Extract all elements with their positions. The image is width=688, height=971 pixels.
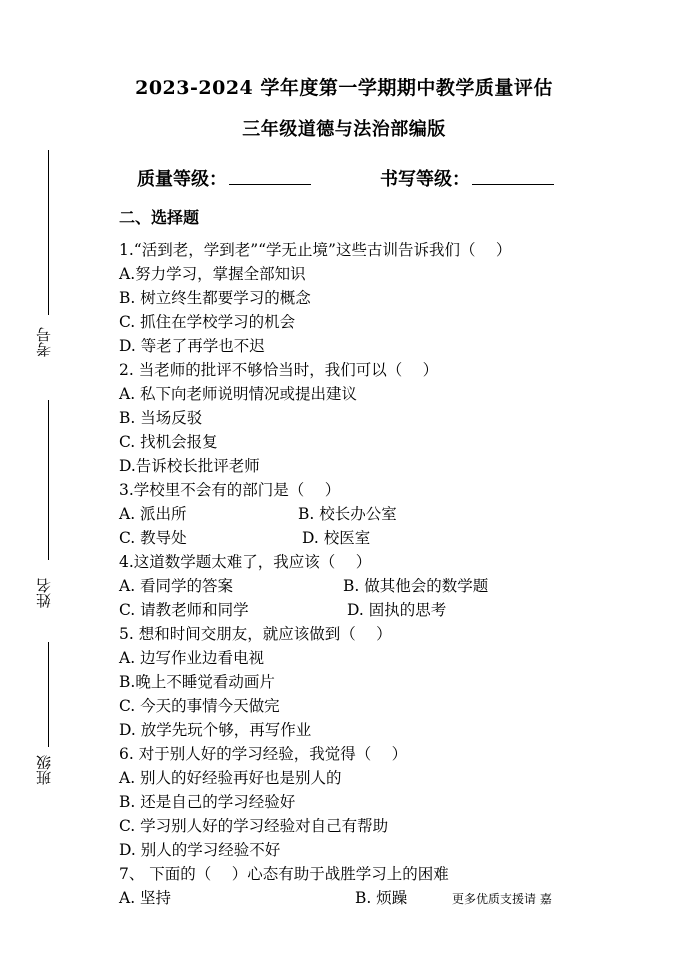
option-c: C. 今天的事情今天做完 bbox=[119, 697, 280, 715]
option-c: C. 找机会报复 bbox=[119, 433, 218, 451]
option-c: C. 教导处 bbox=[119, 529, 187, 547]
option-a: A. 派出所 bbox=[119, 505, 187, 523]
option-d: D. 校医室 bbox=[302, 529, 371, 547]
name-label: 姓名 bbox=[35, 578, 53, 608]
option-b: B. 当场反驳 bbox=[119, 409, 203, 427]
margin-line-mid2 bbox=[48, 642, 49, 747]
option-b: B. 树立终生都要学习的概念 bbox=[119, 289, 311, 307]
option-c: C. 抓住在学校学习的机会 bbox=[119, 313, 296, 331]
writing-grade bbox=[380, 165, 554, 191]
quality-grade-label: 质量等级： bbox=[137, 169, 227, 190]
option-b: B. 做其他会的数学题 bbox=[343, 577, 489, 595]
option-c: C. 请教老师和同学 bbox=[119, 601, 249, 619]
writing-grade-blank[interactable] bbox=[472, 166, 554, 185]
question-stem: 1.“活到老，学到老”“学无止境”这些古训告诉我们（ ） bbox=[119, 241, 512, 259]
margin-line-top bbox=[48, 150, 49, 315]
class-label: 班级 bbox=[35, 755, 53, 785]
option-a: A. 看同学的答案 bbox=[119, 577, 234, 595]
option-a: A. 坚持 bbox=[119, 889, 172, 907]
exam-no-label: 考号 bbox=[35, 327, 53, 357]
option-d: D. 固执的思考 bbox=[347, 601, 447, 619]
exam-title: 2023-2024 学年度第一学期期中教学质量评估 bbox=[135, 77, 553, 99]
option-d: D. 等老了再学也不迟 bbox=[119, 337, 265, 355]
question-stem: 2. 当老师的批评不够恰当时，我们可以（ ） bbox=[119, 361, 439, 379]
question-stem: 5. 想和时间交朋友，就应该做到（ ） bbox=[119, 625, 392, 643]
option-a: A.努力学习，掌握全部知识 bbox=[119, 265, 306, 283]
option-c: C. 学习别人好的学习经验对自己有帮助 bbox=[119, 817, 389, 835]
option-a: A. 别人的好经验再好也是别人的 bbox=[119, 769, 342, 787]
margin-line-mid1 bbox=[48, 400, 49, 560]
quality-grade bbox=[137, 165, 311, 191]
question-stem: 7、 下面的（ ）心态有助于战胜学习上的困难 bbox=[119, 865, 449, 883]
option-a: A. 私下向老师说明情况或提出建议 bbox=[119, 385, 358, 403]
writing-grade-label: 书写等级： bbox=[380, 169, 470, 190]
footer-note: 更多优质支援请 嘉 bbox=[452, 892, 552, 906]
option-b: B.晚上不睡觉看动画片 bbox=[119, 673, 275, 691]
question-stem: 3.学校里不会有的部门是（ ） bbox=[119, 481, 341, 499]
option-b: B. 校长办公室 bbox=[298, 505, 397, 523]
section-title: 二、选择题 bbox=[119, 208, 200, 227]
option-d: D. 别人的学习经验不好 bbox=[119, 841, 281, 859]
option-d: D. 放学先玩个够，再写作业 bbox=[119, 721, 312, 739]
option-d: D.告诉校长批评老师 bbox=[119, 457, 260, 475]
option-b: B. 还是自己的学习经验好 bbox=[119, 793, 296, 811]
option-b: B. 烦躁 bbox=[355, 889, 408, 907]
question-stem: 6. 对于别人好的学习经验，我觉得（ ） bbox=[119, 745, 408, 763]
question-stem: 4.这道数学题太难了，我应该（ ） bbox=[119, 553, 372, 571]
exam-subtitle: 三年级道德与法治部编版 bbox=[242, 119, 446, 140]
option-a: A. 边写作业边看电视 bbox=[119, 649, 265, 667]
quality-grade-blank[interactable] bbox=[229, 166, 311, 185]
